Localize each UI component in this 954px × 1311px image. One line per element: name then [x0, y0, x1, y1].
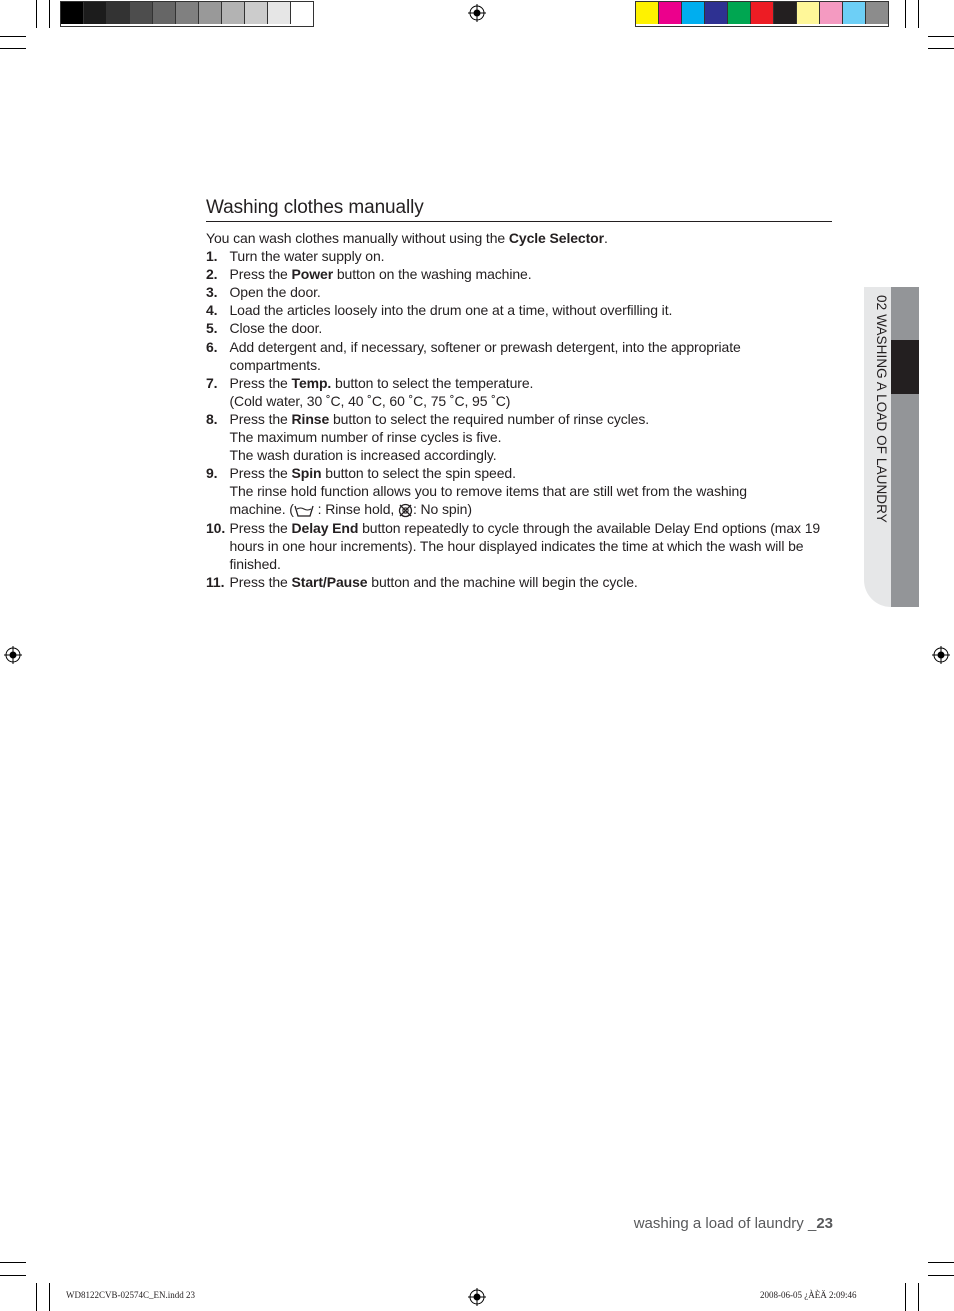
- step-4: [206, 301, 832, 319]
- chapter-tab-bar: [891, 287, 919, 607]
- step-note: The maximum number of rinse cycles is five.: [229, 429, 502, 446]
- step-number: 4.: [206, 302, 218, 319]
- step-number: 2.: [206, 266, 218, 283]
- step-text: Turn the water supply on.: [229, 248, 385, 265]
- button-name: Spin: [291, 465, 322, 482]
- file-slug: WD8122CVB-02574C_EN.indd 23: [66, 1290, 195, 1300]
- grayscale-swatch: [84, 2, 107, 24]
- step-number: 5.: [206, 320, 218, 337]
- step-note: : No spin): [412, 501, 472, 518]
- chapter-tab: [864, 287, 919, 607]
- step-text: button and the machine will begin the cycle.: [367, 573, 638, 590]
- step-text: Press the: [229, 374, 292, 391]
- footer-label: washing a load of laundry _: [633, 1215, 817, 1232]
- grayscale-swatch: [199, 2, 222, 24]
- grayscale-swatch: [176, 2, 199, 24]
- process-color-bar: [635, 1, 889, 27]
- step-text: Close the door.: [229, 320, 323, 337]
- registration-mark-icon: [4, 646, 22, 664]
- step-1: [206, 247, 832, 265]
- grayscale-swatch: [291, 2, 313, 24]
- registration-mark-icon: [932, 646, 950, 664]
- step-2: [206, 265, 832, 283]
- step-number: 10.: [206, 519, 226, 536]
- step-9: [206, 464, 832, 518]
- step-text: button to select the temperature.: [331, 374, 534, 391]
- step-note: The wash duration is increased accordingly.: [229, 447, 497, 464]
- process-color-swatch: [820, 2, 843, 24]
- registration-mark-icon: [468, 1288, 486, 1306]
- step-5: [206, 319, 832, 337]
- page-footer: [560, 1215, 833, 1232]
- step-text: Press the: [229, 573, 292, 590]
- step-number: 1.: [206, 248, 218, 265]
- grayscale-swatch: [153, 2, 176, 24]
- step-text: button repeatedly to cycle through the available Delay End options (max 19 hours in one hour increments). The hour displayed indicates the time at which the wash will be finished.: [229, 519, 821, 572]
- grayscale-swatch: [61, 2, 84, 24]
- step-note-symbols: [230, 500, 833, 518]
- grayscale-swatch: [268, 2, 291, 24]
- timestamp-slug: 2008-06-05 ¿ÀÈÄ 2:09:46: [760, 1290, 857, 1300]
- step-note: : Rinse hold,: [313, 501, 398, 518]
- step-text: Press the: [229, 266, 292, 283]
- temperature-options: (Cold water, 30 ˚C, 40 ˚C, 60 ˚C, 75 ˚C, 95 ˚C): [229, 392, 511, 409]
- intro-bold: Cycle Selector: [508, 230, 604, 246]
- step-text: button on the washing machine.: [333, 266, 532, 283]
- intro-text: You can wash clothes manually without using the: [206, 230, 509, 246]
- no-spin-icon: [398, 503, 413, 518]
- process-color-swatch: [728, 2, 751, 24]
- grayscale-swatch: [245, 2, 268, 24]
- process-color-swatch: [659, 2, 682, 24]
- button-name: Delay End: [291, 519, 359, 536]
- step-11: [206, 573, 832, 591]
- process-color-swatch: [797, 2, 820, 24]
- button-name: Rinse: [291, 410, 330, 427]
- step-text: Load the articles loosely into the drum one at a time, without overfilling it.: [229, 302, 673, 319]
- intro-text-end: .: [603, 230, 608, 246]
- rinse-hold-icon: [294, 504, 314, 518]
- step-number: 3.: [206, 284, 218, 301]
- page-title: Washing clothes manually: [206, 197, 832, 222]
- step-text: Add detergent and, if necessary, softener or prewash detergent, into the appropriate compartments.: [229, 338, 741, 373]
- steps-list: [206, 247, 832, 591]
- chapter-tab-marker: [891, 340, 919, 394]
- process-color-swatch: [682, 2, 705, 24]
- grayscale-swatch: [107, 2, 130, 24]
- step-number: 7.: [206, 374, 218, 391]
- step-7: [206, 374, 832, 410]
- process-color-swatch: [843, 2, 866, 24]
- button-name: Start/Pause: [291, 573, 368, 590]
- button-name: Temp.: [291, 374, 332, 391]
- process-color-swatch: [705, 2, 728, 24]
- step-10: [206, 519, 832, 573]
- process-color-swatch: [751, 2, 774, 24]
- registration-mark-icon: [468, 4, 486, 22]
- step-number: 6.: [206, 338, 218, 355]
- step-text: button to select the required number of rinse cycles.: [329, 410, 650, 427]
- intro-paragraph: [206, 229, 832, 247]
- button-name: Power: [291, 266, 334, 283]
- step-6: [206, 338, 832, 374]
- step-note: machine. (: [229, 501, 294, 518]
- step-text: Press the: [229, 519, 292, 536]
- process-color-swatch: [636, 2, 659, 24]
- instructions: [206, 229, 832, 591]
- step-number: 11.: [206, 573, 225, 590]
- step-text: Press the: [229, 410, 292, 427]
- step-number: 8.: [206, 410, 218, 427]
- chapter-tab-label: 02 WASHING A LOAD OF LAUNDRY: [874, 295, 889, 523]
- step-text: Press the: [229, 465, 292, 482]
- step-note: The rinse hold function allows you to remove items that are still wet from the washing: [229, 483, 747, 500]
- step-8: [206, 410, 832, 464]
- process-color-swatch: [774, 2, 797, 24]
- step-number: 9.: [206, 465, 218, 482]
- process-color-swatch: [866, 2, 888, 24]
- step-text: button to select the spin speed.: [321, 465, 516, 482]
- grayscale-color-bar: [60, 1, 314, 27]
- step-text: Open the door.: [229, 284, 321, 301]
- step-3: [206, 283, 832, 301]
- page-number: 23: [816, 1215, 833, 1232]
- grayscale-swatch: [130, 2, 153, 24]
- grayscale-swatch: [222, 2, 245, 24]
